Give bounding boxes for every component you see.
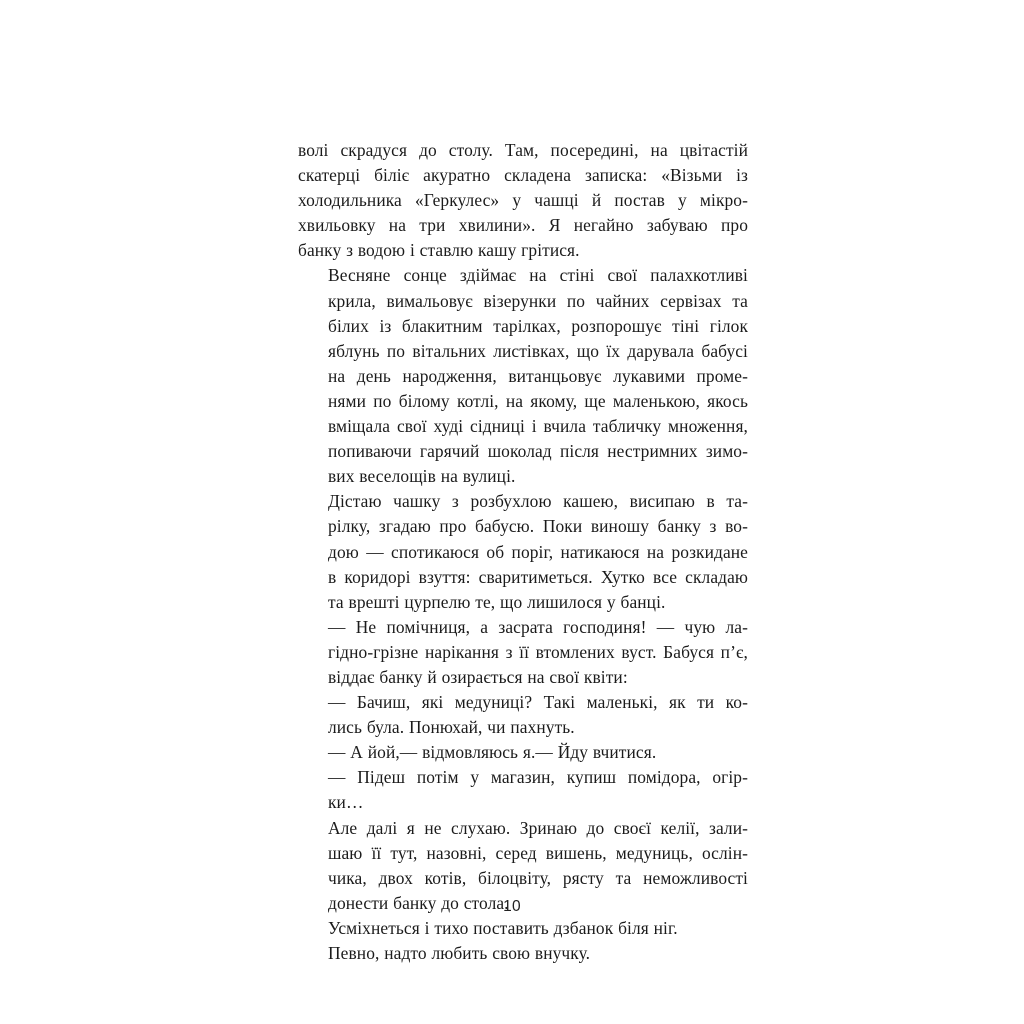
text-line: хвильовку на три хвилини». Я негайно забуваю про <box>298 215 748 236</box>
text-line: донести банку до стола. <box>328 892 509 913</box>
text-line: в коридорі взуття: сваритиметься. Хутко все складаю <box>328 566 748 587</box>
paragraph <box>298 138 748 263</box>
text-line: — Бачиш, які медуниці? Такі маленькі, як ти ко- <box>328 692 748 713</box>
text-line: банку з водою і ставлю кашу грітися. <box>298 240 580 261</box>
text-line: ки… <box>328 792 364 813</box>
text-line: яблунь по вітальних листівках, що їх дарувала бабусі <box>328 340 748 361</box>
paragraph <box>298 263 748 489</box>
text-line: Певно, надто любить свою внучку. <box>328 943 591 963</box>
text-line: чика, двох котів, білоцвіту, рясту та неможливості <box>328 867 748 888</box>
paragraph <box>298 916 748 941</box>
text-line: Дістаю чашку з розбухлою кашею, висипаю в та- <box>328 491 748 512</box>
text-line: на день народження, витанцьовує лукавими проме- <box>328 365 748 386</box>
dialogue-paragraph <box>298 765 748 815</box>
text-line: нями по білому котлі, на якому, ще маленькою, якось <box>328 390 748 411</box>
page-number: 10 <box>503 898 521 915</box>
text-line: дою — спотикаюся об поріг, натикаюся на розкидане <box>328 541 748 562</box>
text-line: Весняне сонце здіймає на стіні свої палахкотливі <box>328 265 748 286</box>
paragraph <box>298 941 748 966</box>
text-line: скатерці біліє акуратно складена записка: «Візьми із <box>298 165 748 186</box>
text-line: — А йой,— відмовляюсь я.— Йду вчитися. <box>328 742 657 763</box>
text-line: вміщала свої худі сідниці і вчила табличку множення, <box>328 416 748 437</box>
text-line: холодильника «Геркулес» у чашці й постав у мікро- <box>298 190 748 211</box>
dialogue-paragraph <box>298 615 748 690</box>
text-line: Усміхнеться і тихо поставить дзбанок біля ніг. <box>328 917 678 938</box>
text-line: віддає банку й озирається на свої квіти: <box>328 666 628 687</box>
dialogue-paragraph <box>298 740 748 765</box>
text-line: лись була. Понюхай, чи пахнуть. <box>328 717 575 738</box>
text-line: — Підеш потім у магазин, купиш помідора, огір- <box>328 767 748 788</box>
text-line: попиваючи гарячий шоколад після нестримних зимо- <box>328 441 748 462</box>
text-line: — Не помічниця, а засрата господиня! — чую ла- <box>328 616 748 637</box>
text-line: крила, вимальовує візерунки по чайних сервізах та <box>328 290 748 311</box>
text-line: Але далі я не слухаю. Зринаю до своєї келії, зали- <box>328 817 748 838</box>
text-line: волі скрадуся до столу. Там, посередині, на цвітастій <box>298 140 748 160</box>
text-line: білих із блакитним тарілках, розпорошує тіні гілок <box>328 315 748 336</box>
page-text-block <box>298 138 748 966</box>
text-line: вих веселощів на вулиці. <box>328 466 516 487</box>
text-line: рілку, згадаю про бабусю. Поки виношу банку з во- <box>328 516 748 537</box>
dialogue-paragraph <box>298 690 748 740</box>
paragraph <box>298 489 748 614</box>
text-line: шаю її тут, назовні, серед вишень, медуниць, ослін- <box>328 842 748 863</box>
text-line: та врешті цурпелю те, що лишилося у банці. <box>328 591 666 612</box>
text-line: гідно-грізне нарікання з її втомлених вуст. Бабуся п’є, <box>328 641 748 662</box>
